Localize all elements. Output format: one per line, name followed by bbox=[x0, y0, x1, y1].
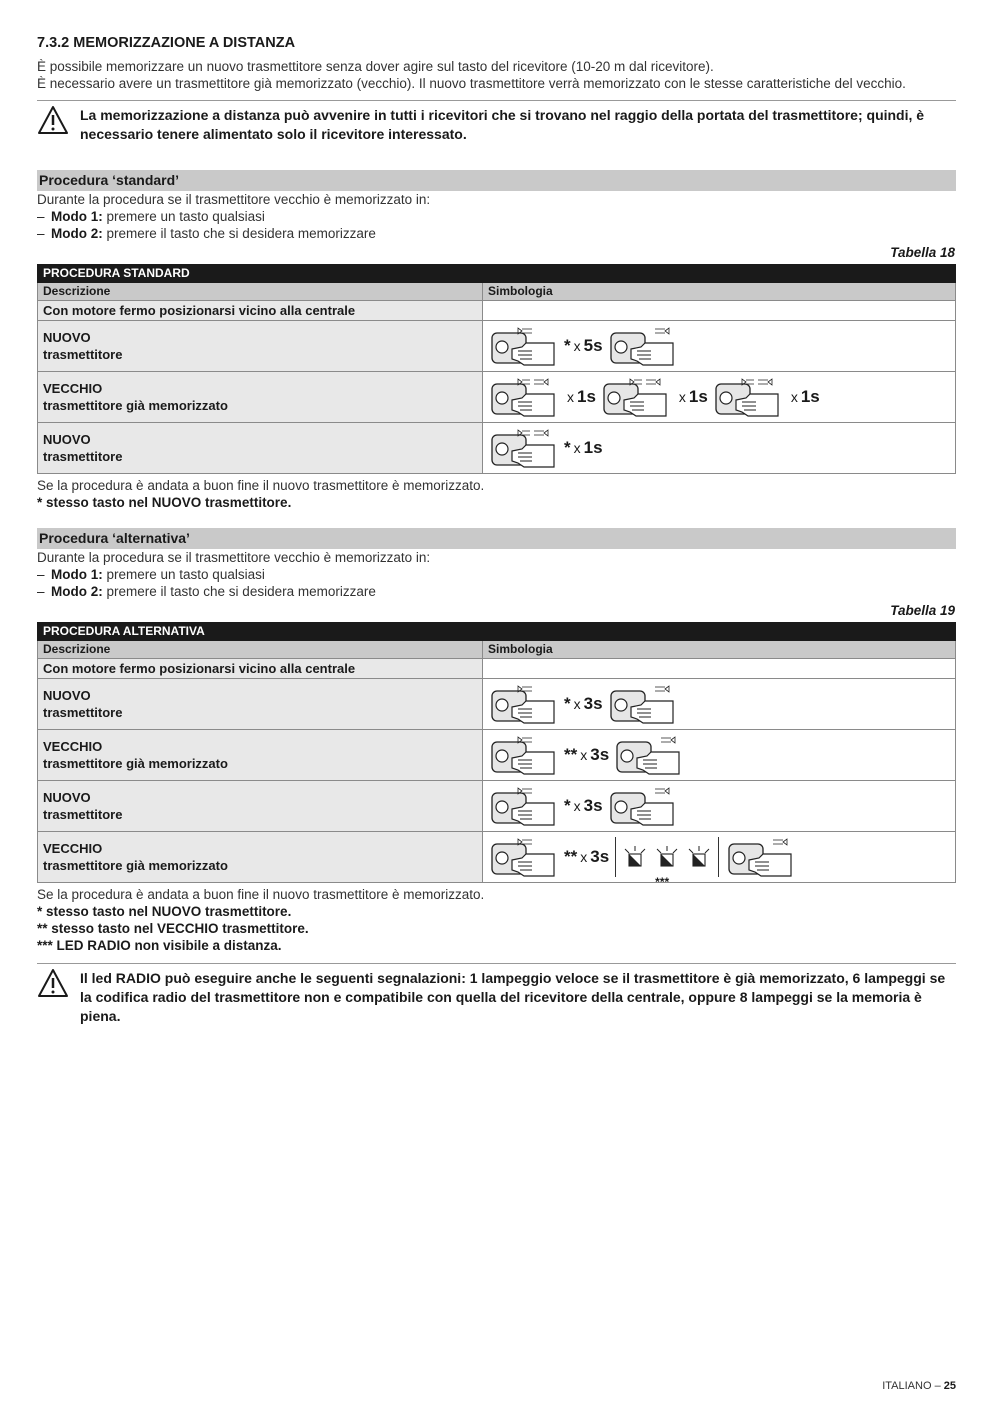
remote-press-icon bbox=[600, 376, 672, 418]
led-blink-sequence bbox=[622, 844, 712, 889]
table-row: NUOVO trasmettitore * x 3s bbox=[38, 679, 956, 730]
standard-procedure-heading: Procedura ‘standard’ bbox=[37, 170, 956, 191]
manual-page bbox=[37, 34, 956, 1026]
table-19-caption: Tabella 19 bbox=[890, 603, 955, 618]
remote-press-icon bbox=[488, 683, 560, 725]
warning-icon bbox=[37, 968, 69, 998]
table-row: NUOVO trasmettitore * x 1s bbox=[38, 423, 956, 474]
column-header-description: Descrizione bbox=[38, 283, 483, 301]
alternative-procedure-heading: Procedura ‘alternativa’ bbox=[37, 528, 956, 549]
alternative-mode-2: – Modo 2: premere il tasto che si desidera memorizzare bbox=[37, 584, 376, 599]
table-title: PROCEDURA STANDARD bbox=[38, 265, 956, 283]
warning-box-2 bbox=[37, 963, 956, 1026]
divider bbox=[615, 837, 616, 877]
table-row: VECCHIO trasmettitore già memorizzato x 1s x 1s x 1s bbox=[38, 372, 956, 423]
standard-note-1: * stesso tasto nel NUOVO trasmettitore. bbox=[37, 495, 292, 510]
remote-press-icon bbox=[712, 376, 784, 418]
remote-press-icon bbox=[488, 836, 560, 878]
standard-result: Se la procedura è andata a buon fine il nuovo trasmettitore è memorizzato. bbox=[37, 478, 485, 493]
remote-press-icon bbox=[607, 785, 679, 827]
led-blink-icon bbox=[686, 844, 712, 870]
alternative-procedure-table bbox=[37, 622, 956, 889]
remote-press-icon bbox=[607, 683, 679, 725]
warning-box-1 bbox=[37, 100, 956, 144]
warning-icon bbox=[37, 105, 69, 135]
remote-press-icon bbox=[488, 427, 560, 469]
led-blink-icon bbox=[654, 844, 680, 870]
table-row: NUOVO trasmettitore * x 5s bbox=[38, 321, 956, 372]
page-number: 25 bbox=[943, 1380, 956, 1392]
standard-lead: Durante la procedura se il trasmettitore vecchio è memorizzato in: bbox=[37, 192, 431, 207]
table-row: VECCHIO trasmettitore già memorizzato ** x 3s *** bbox=[38, 832, 956, 883]
table-title: PROCEDURA ALTERNATIVA bbox=[38, 623, 956, 641]
remote-press-icon bbox=[488, 376, 560, 418]
intro-paragraph-1: È possibile memorizzare un nuovo trasmettitore senza dover agire sul tasto del ricevitore (10-20 m dal ricevitore). bbox=[37, 59, 714, 74]
column-header-symbols: Simbologia bbox=[483, 283, 956, 301]
led-blink-icon bbox=[622, 844, 648, 870]
standard-procedure-table bbox=[37, 264, 956, 474]
first-step: Con motore fermo posizionarsi vicino alla centrale bbox=[38, 659, 483, 679]
alternative-note-2: ** stesso tasto nel VECCHIO trasmettitore. bbox=[37, 921, 309, 936]
column-header-description: Descrizione bbox=[38, 641, 483, 659]
first-step: Con motore fermo posizionarsi vicino alla centrale bbox=[38, 301, 483, 321]
table-row: VECCHIO trasmettitore già memorizzato ** x 3s bbox=[38, 730, 956, 781]
alternative-mode-1: – Modo 1: premere un tasto qualsiasi bbox=[37, 567, 265, 582]
intro-paragraph-2: È necessario avere un trasmettitore già memorizzato (vecchio). Il nuovo trasmettitore verrà memorizzato con le stesse caratteristiche del vecchio. bbox=[37, 76, 906, 91]
column-header-symbols: Simbologia bbox=[483, 641, 956, 659]
warning-text-2: Il led RADIO può eseguire anche le seguenti segnalazioni: 1 lampeggio veloce se il trasmettitore è già memorizzato, 6 lampeggi se la codifica radio del trasmettitore non e compatibile con quella del ricevitore della centrale, oppure 8 lampeggi se la memoria è piena. bbox=[80, 970, 946, 1024]
table-row: NUOVO trasmettitore * x 3s bbox=[38, 781, 956, 832]
alternative-note-3: *** LED RADIO non visibile a distanza. bbox=[37, 938, 282, 953]
remote-press-icon bbox=[488, 325, 560, 367]
alternative-note-1: * stesso tasto nel NUOVO trasmettitore. bbox=[37, 904, 292, 919]
warning-text-1: La memorizzazione a distanza può avvenire in tutti i ricevitori che si trovano nel raggio della portata del trasmettitore; quindi, è necessario tenere alimentato solo il ricevitore interessato. bbox=[80, 107, 925, 142]
alternative-lead: Durante la procedura se il trasmettitore vecchio è memorizzato in: bbox=[37, 550, 431, 565]
page-footer: ITALIANO – 25 bbox=[882, 1380, 956, 1392]
standard-mode-2: – Modo 2: premere il tasto che si desidera memorizzare bbox=[37, 226, 376, 241]
divider bbox=[718, 837, 719, 877]
remote-press-icon bbox=[607, 325, 679, 367]
remote-press-icon bbox=[725, 836, 797, 878]
alternative-result: Se la procedura è andata a buon fine il nuovo trasmettitore è memorizzato. bbox=[37, 887, 485, 902]
led-note-mark: *** bbox=[655, 875, 670, 889]
remote-press-icon bbox=[488, 734, 560, 776]
remote-press-icon bbox=[613, 734, 685, 776]
section-title: 7.3.2 MEMORIZZAZIONE A DISTANZA bbox=[37, 35, 296, 51]
remote-press-icon bbox=[488, 785, 560, 827]
standard-mode-1: – Modo 1: premere un tasto qualsiasi bbox=[37, 209, 265, 224]
table-18-caption: Tabella 18 bbox=[890, 245, 955, 260]
